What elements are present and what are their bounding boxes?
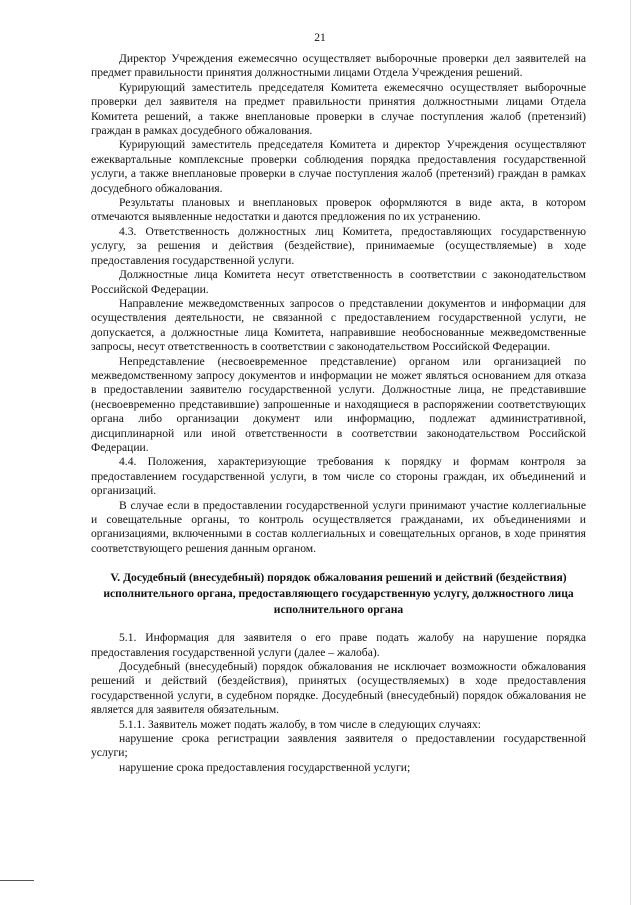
paragraph-5-1-1: 5.1.1. Заявитель может подать жалобу, в том числе в следующих случаях: (119, 717, 481, 731)
list-item-service-deadline: нарушение срока предоставления государственной услуги; (119, 760, 411, 774)
paragraph-pretrial-appeal: Досудебный (внесудебный) порядок обжалования не исключает возможности обжалования решений и действий (бездействия), принятых (осуществляемых) в ходе предоставления государственной услуги, в судебном порядке. Досудебный (внесудебный) порядок обжалования не является для заявителя обязательным. (91, 660, 586, 717)
paragraph-4-4: 4.4. Положения, характеризующие требования к порядку и формам контроля за предоставлением государственной услуги, в том числе со стороны граждан, их объединений и организаций. (91, 455, 586, 498)
list-item-registration-deadline: нарушение срока регистрации заявления заявителя о предоставлении государственной услуги; (91, 732, 586, 760)
paragraph-officials-liability: Должностные лица Комитета несут ответственность в соответствии с законодательством Российской Федерации. (91, 268, 586, 296)
page-number: 21 (314, 31, 326, 44)
paragraph-director-checks: Директор Учреждения ежемесячно осуществляет выборочные проверки дел заявителей на предмет правильности принятия должностными лицами Отдела Учреждения решений. (91, 52, 586, 80)
paragraph-check-results: Результаты плановых и внеплановых проверок оформляются в виде акта, в котором отмечаются выявленные недостатки и даются предложения по их устранению. (91, 196, 586, 224)
paragraph-quarterly-checks: Курирующий заместитель председателя Комитета и директор Учреждения осуществляют ежеквартальные комплексные проверки соблюдения порядка предоставления государственной услуги, а также внеплановые проверки в случае поступления жалоб (претензий) граждан в рамках досудебного обжалования. (91, 138, 586, 195)
paragraph-5-1: 5.1. Информация для заявителя о его праве подать жалобу на нарушение порядка предоставления государственной услуги (далее – жалоба). (91, 631, 586, 659)
scan-right-edge (630, 0, 631, 905)
paragraph-deputy-checks: Курирующий заместитель председателя Комитета ежемесячно осуществляет выборочные проверки дел заявителя на предмет правильности принятия должностными лицами Отдела Комитета решений, а также внеплановые проверки в случае поступления жалоб (претензий) граждан в рамках досудебного обжалования. (91, 80, 586, 138)
paragraph-interagency-requests: Направление межведомственных запросов о представлении документов и информации для осуществления деятельности, не связанной с предоставлением государственной услуги, не допускается, а должностные лица Комитета, направившие необоснованные межведомственные запросы, несут ответственность в соответствии с законодательством Российской Федерации. (91, 296, 586, 354)
paragraph-4-3: 4.3. Ответственность должностных лиц Комитета, предоставляющих государственную услугу, за решения и действия (бездействие), принимаемые (осуществляемые) в ходе предоставления государственной услуги. (91, 224, 586, 267)
scan-edge-mark (0, 880, 34, 881)
paragraph-collegial-bodies: В случае если в предоставлении государственной услуги принимают участие коллегиальные и совещательные органы, то контроль осуществляется гражданами, их объединениями и организациями, включенными в состав коллегиальных и совещательных органов, в ходе принятия соответствующего решения данным органом. (91, 498, 586, 555)
paragraph-non-submission: Непредставление (несвоевременное представление) органом или организацией по межведомственному запросу документов и информации не может являться основанием для отказа в предоставлении заявителю государственной услуги. Должностные лица, не представившие (несвоевременно представившие) запрошенные и находящиеся в распоряжении соответствующих органа либо организации документ или информацию, подлежат административной, дисциплинарной или иной ответственности в соответствии законодательством Российской Федерации. (91, 354, 586, 454)
section-v-heading: V. Досудебный (внесудебный) порядок обжалования решений и действий (бездействия) исполнительного органа, предоставляющего государственную услугу, должностного лица исполнительного органа (103, 571, 574, 617)
document-body (91, 52, 586, 775)
